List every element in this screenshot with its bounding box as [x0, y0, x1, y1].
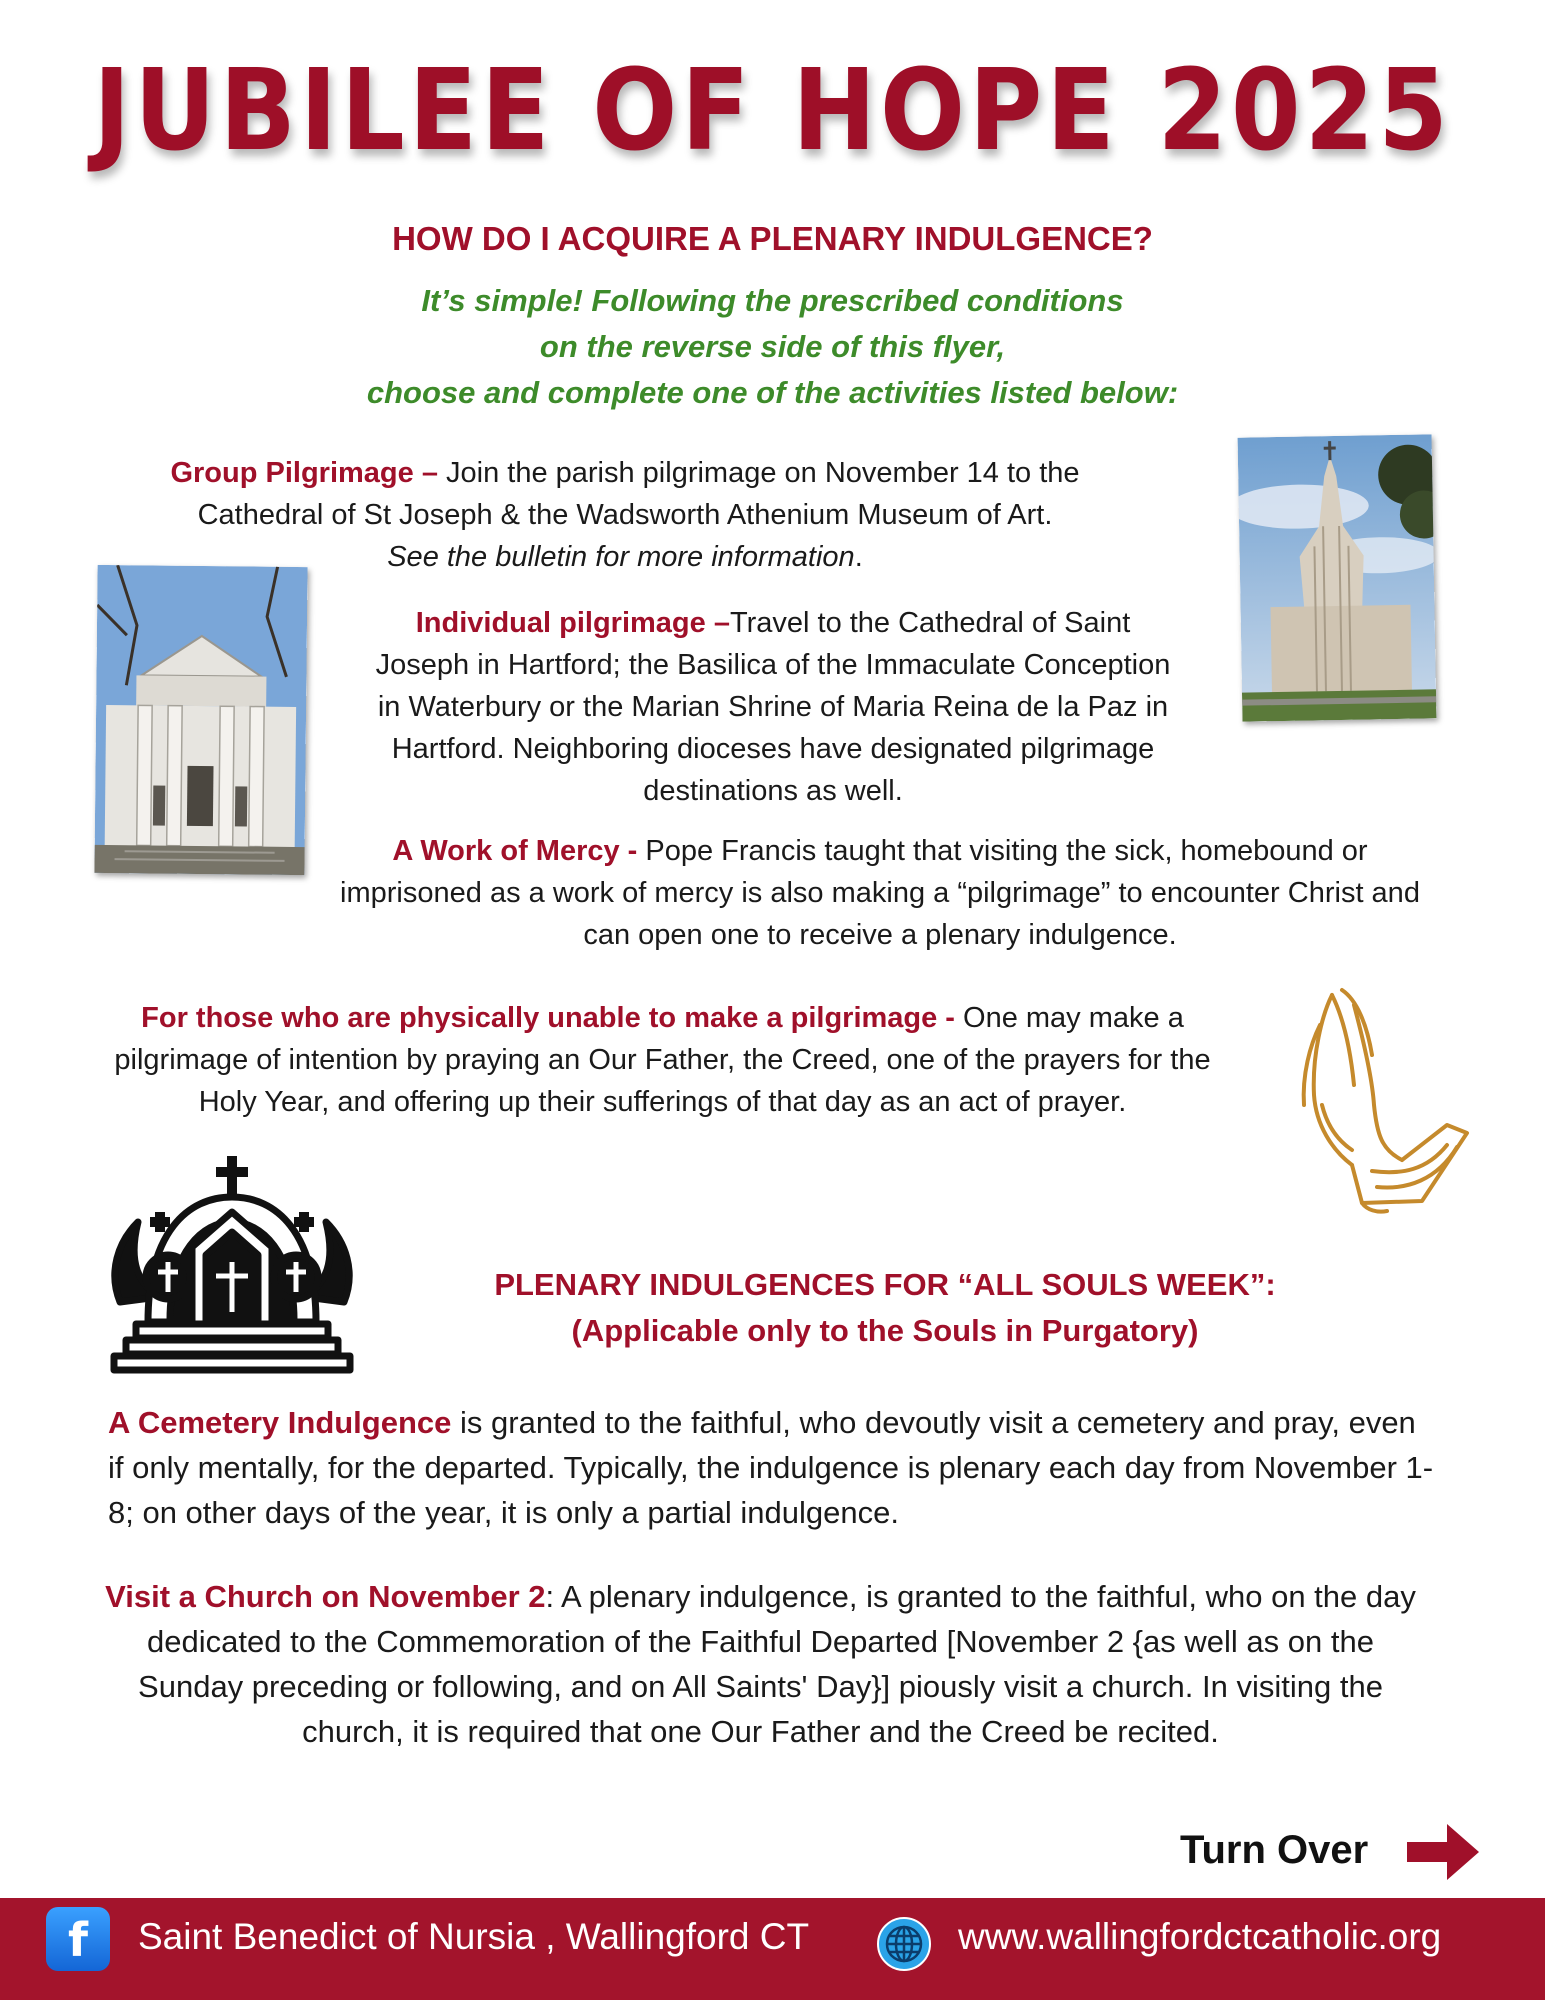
cemetery-indulgence-paragraph: [108, 1400, 1438, 1535]
intro-text: [0, 278, 1545, 416]
globe-icon[interactable]: [876, 1916, 932, 1972]
group-pilgrimage-note-end: .: [854, 541, 863, 573]
individual-pilgrimage-label: Individual pilgrimage –: [415, 607, 730, 639]
cemetery-indulgence-label: A Cemetery Indulgence: [108, 1405, 452, 1440]
all-souls-title: PLENARY INDULGENCES FOR “ALL SOULS WEEK”:: [494, 1267, 1276, 1302]
page-title: JUBILEE OF HOPE 2025: [93, 44, 1452, 177]
intro-line: It’s simple! Following the prescribed conditions: [421, 283, 1124, 318]
work-of-mercy-label: A Work of Mercy -: [392, 835, 638, 867]
unable-text: One may make a pilgrimage of intention by praying an Our Father, the Creed, one of the prayers for the Holy Year, and offering up their sufferings of that day as an act of prayer.: [114, 1002, 1211, 1118]
all-souls-heading: [455, 1262, 1315, 1354]
group-pilgrimage-note: See the bulletin for more information: [387, 541, 855, 573]
group-pilgrimage-paragraph: [120, 452, 1130, 578]
cemetery-indulgence-text: is granted to the faithful, who devoutly visit a cemetery and pray, even if only mentally, for the departed. Typically, the indulgence is plenary each day from November 1-8; on other days of the year, it is only a partial indulgence.: [108, 1405, 1434, 1530]
visit-church-label: Visit a Church on November 2: [105, 1579, 546, 1614]
section-heading: HOW DO I ACQUIRE A PLENARY INDULGENCE?: [392, 220, 1153, 257]
turn-over-label: Turn Over: [1180, 1828, 1369, 1872]
facebook-icon[interactable]: f: [46, 1907, 110, 1971]
arrow-right-icon: [1405, 1822, 1481, 1882]
basilica-photo: [94, 565, 307, 875]
unable-label: For those who are physically unable to make a pilgrimage -: [141, 1002, 955, 1034]
church-emblem-icon: [108, 1152, 356, 1376]
parish-name: Saint Benedict of Nursia , Wallingford CT: [138, 1916, 810, 1957]
praying-hands-icon: [1262, 975, 1472, 1215]
individual-pilgrimage-text: Travel to the Cathedral of Saint Joseph in Hartford; the Basilica of the Immaculate Conception in Waterbury or the Marian Shrine of Maria Reina de la Paz in Hartford. Neighboring dioceses have designated pilgrimage destinations as well.: [375, 607, 1171, 807]
intro-line: choose and complete one of the activities listed below:: [366, 375, 1179, 410]
individual-pilgrimage-paragraph: [368, 602, 1178, 812]
website-link[interactable]: www.wallingfordctcatholic.org: [958, 1916, 1442, 1957]
work-of-mercy-text: Pope Francis taught that visiting the sick, homebound or imprisoned as a work of mercy is also making a “pilgrimage” to encounter Christ and can open one to receive a plenary indulgence.: [340, 835, 1420, 951]
unable-paragraph: [90, 997, 1235, 1123]
visit-church-text: : A plenary indulgence, is granted to the faithful, who on the day dedicated to the Commemoration of the Faithful Departed [November 2 {as well as on the Sunday preceding or following, and on All Saints' Day}] piously visit a church. In visiting the church, it is required that one Our Father and the Creed be recited.: [138, 1579, 1416, 1749]
visit-church-paragraph: [98, 1574, 1423, 1754]
cathedral-photo: [1238, 434, 1437, 721]
intro-line: on the reverse side of this flyer,: [539, 329, 1006, 364]
group-pilgrimage-text: Join the parish pilgrimage on November 14 to the Cathedral of St Joseph & the Wadsworth Athenium Museum of Art.: [197, 457, 1080, 531]
work-of-mercy-paragraph: [335, 830, 1425, 956]
group-pilgrimage-label: Group Pilgrimage –: [170, 457, 438, 489]
all-souls-subtitle: (Applicable only to the Souls in Purgatory): [571, 1313, 1199, 1348]
